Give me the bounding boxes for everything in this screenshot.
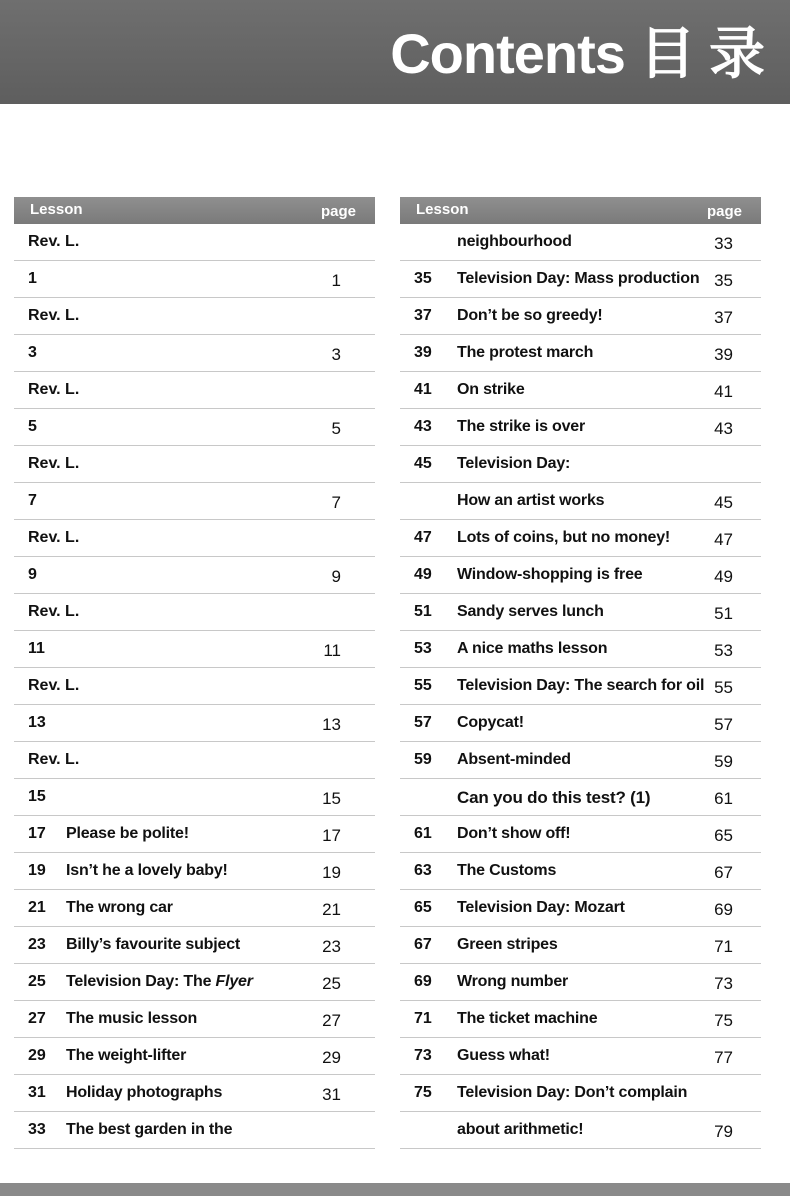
lesson-title-text: The strike is over [457, 418, 586, 435]
toc-row [400, 890, 761, 927]
lesson-number: Rev. L. [28, 307, 80, 324]
page-number: 29 [322, 1048, 341, 1067]
toc-row [14, 224, 375, 261]
lesson-number: 71 [414, 1010, 432, 1027]
lesson-title-text: Guess what! [457, 1047, 550, 1064]
lesson-title-text: Lots of coins, but no money! [457, 529, 671, 546]
lesson-title-text: Please be polite! [66, 825, 189, 842]
page-number: 65 [714, 826, 733, 845]
contents-column-left [14, 197, 375, 1149]
lesson-title-text: Television Day: Mozart [457, 899, 625, 916]
lesson-title-text: Don’t be so greedy! [457, 307, 603, 324]
lesson-title [457, 862, 556, 880]
lesson-number: 37 [414, 307, 432, 324]
toc-row [400, 631, 761, 668]
page-number: 39 [714, 345, 733, 364]
page-number: 13 [322, 715, 341, 734]
toc-row [14, 816, 375, 853]
page-number: 61 [714, 789, 733, 808]
lesson-title [66, 1047, 186, 1065]
toc-row [400, 927, 761, 964]
contents-column-right [400, 197, 761, 1149]
lesson-title-text: The ticket machine [457, 1010, 598, 1027]
toc-row [400, 298, 761, 335]
toc-row [400, 964, 761, 1001]
lesson-title-text: Holiday photographs [66, 1084, 223, 1101]
lesson-title [66, 1121, 232, 1139]
toc-row [400, 409, 761, 446]
page-number: 55 [714, 678, 733, 697]
lesson-number: 21 [28, 899, 46, 916]
page-number: 1 [331, 271, 341, 290]
lesson-title-text: The weight-lifter [66, 1047, 187, 1064]
page-number: 17 [322, 826, 341, 845]
column-header-page: page [320, 203, 356, 220]
lesson-title-text: Billy’s favourite subject [66, 936, 241, 953]
lesson-title-text: How an artist works [457, 492, 605, 509]
lesson-title [457, 899, 625, 917]
toc-row [14, 779, 375, 816]
lesson-title [66, 936, 240, 954]
page-number: 21 [322, 900, 341, 919]
lesson-title-text: Television Day: The [66, 973, 212, 990]
toc-row [14, 520, 375, 557]
lesson-number: 61 [414, 825, 432, 842]
lesson-number: 33 [28, 1121, 46, 1138]
lesson-title-text: Wrong number [457, 973, 569, 990]
toc-row [14, 409, 375, 446]
lesson-title [457, 566, 642, 584]
page-number: 31 [322, 1085, 341, 1104]
lesson-title [457, 825, 570, 843]
toc-row [14, 1001, 375, 1038]
lesson-title [66, 825, 189, 843]
toc-row [14, 1112, 375, 1149]
lesson-number: 23 [28, 936, 46, 953]
lesson-number: Rev. L. [28, 455, 80, 472]
lesson-number: 19 [28, 862, 46, 879]
toc-row [400, 372, 761, 409]
toc-row [14, 261, 375, 298]
toc-row [14, 964, 375, 1001]
lesson-title-text: On strike [457, 381, 525, 398]
page-number: 27 [322, 1011, 341, 1030]
lesson-title-text: Can you do this test? (1) [457, 788, 651, 807]
toc-row [14, 594, 375, 631]
page-number: 53 [714, 641, 733, 660]
page-number: 67 [714, 863, 733, 882]
lesson-title-text: neighbourhood [457, 233, 572, 250]
lesson-title [457, 307, 603, 325]
toc-row [400, 483, 761, 520]
lesson-number: 49 [414, 566, 432, 583]
page-number: 15 [322, 789, 341, 808]
page-number: 5 [331, 419, 341, 438]
lesson-number: 67 [414, 936, 432, 953]
lesson-title [457, 1010, 597, 1028]
lesson-number: 51 [414, 603, 432, 620]
page-number: 33 [714, 234, 733, 253]
toc-row [14, 631, 375, 668]
lesson-number: 45 [414, 455, 432, 472]
toc-row [400, 446, 761, 483]
lesson-number: Rev. L. [28, 381, 80, 398]
lesson-title-italic: Flyer [215, 973, 253, 990]
lesson-title [457, 233, 572, 251]
lesson-number: 15 [28, 788, 46, 805]
lesson-title [66, 1010, 197, 1028]
lesson-title [457, 973, 568, 991]
lesson-number: 47 [414, 529, 432, 546]
toc-row [400, 779, 761, 816]
lesson-number: 43 [414, 418, 432, 435]
page-number: 41 [714, 382, 733, 401]
lesson-number: Rev. L. [28, 233, 80, 250]
toc-row [400, 668, 761, 705]
toc-row [400, 1112, 761, 1149]
lesson-title [66, 973, 253, 991]
lesson-number: 3 [28, 344, 37, 361]
lesson-title [457, 1121, 583, 1139]
toc-row [14, 853, 375, 890]
lesson-title [457, 492, 604, 510]
lesson-number: 69 [414, 973, 432, 990]
toc-row [14, 372, 375, 409]
page-number: 77 [714, 1048, 733, 1067]
page-number: 79 [714, 1122, 733, 1141]
toc-row [400, 1038, 761, 1075]
toc-row [400, 742, 761, 779]
lesson-number: 75 [414, 1084, 432, 1101]
lesson-title-text: The wrong car [66, 899, 173, 916]
page-number: 11 [323, 641, 341, 660]
page-number: 73 [714, 974, 733, 993]
lesson-title-text: The Customs [457, 862, 557, 879]
column-header-lesson: Lesson [30, 201, 83, 218]
lesson-title-text: about arithmetic! [457, 1121, 584, 1138]
page-number: 3 [331, 345, 341, 364]
page-number: 19 [322, 863, 341, 882]
lesson-number: 9 [28, 566, 37, 583]
page-number: 7 [331, 493, 341, 512]
header-banner [0, 0, 790, 104]
lesson-title-text: Television Day: [457, 455, 571, 472]
toc-row [400, 594, 761, 631]
toc-row [400, 335, 761, 372]
page-number: 57 [714, 715, 733, 734]
lesson-title-text: Green stripes [457, 936, 558, 953]
lesson-title [457, 270, 699, 288]
toc-row [14, 1075, 375, 1112]
page-number: 59 [714, 752, 733, 771]
lesson-title [457, 418, 585, 436]
lesson-title [457, 603, 604, 621]
page-number: 71 [714, 937, 733, 956]
lesson-number: 7 [28, 492, 37, 509]
lesson-number: 31 [28, 1084, 46, 1101]
lesson-title-text: The music lesson [66, 1010, 198, 1027]
lesson-title-text: Copycat! [457, 714, 524, 731]
lesson-number: 17 [28, 825, 46, 842]
page-number: 69 [714, 900, 733, 919]
contents-list [14, 224, 375, 1149]
lesson-number: 13 [28, 714, 46, 731]
lesson-title-text: Window-shopping is free [457, 566, 643, 583]
lesson-title [457, 640, 607, 658]
lesson-number: 25 [28, 973, 46, 990]
lesson-title [66, 899, 173, 917]
column-header [400, 197, 761, 224]
lesson-title [457, 455, 570, 473]
lesson-number: Rev. L. [28, 677, 80, 694]
lesson-title-text: A nice maths lesson [457, 640, 608, 657]
lesson-title [457, 714, 524, 732]
lesson-title [457, 788, 650, 808]
lesson-title [66, 862, 228, 880]
lesson-title-text: The best garden in the [66, 1121, 233, 1138]
lesson-title-text: The protest march [457, 344, 594, 361]
lesson-title [457, 1084, 687, 1102]
page-number: 45 [714, 493, 733, 512]
toc-row [400, 816, 761, 853]
column-header [14, 197, 375, 224]
lesson-title [457, 1047, 550, 1065]
toc-row [14, 927, 375, 964]
contents-list [400, 224, 761, 1149]
page-number: 49 [714, 567, 733, 586]
page-number: 43 [714, 419, 733, 438]
toc-row [400, 853, 761, 890]
toc-row [14, 335, 375, 372]
lesson-number: 59 [414, 751, 432, 768]
lesson-title [457, 381, 525, 399]
lesson-number: 29 [28, 1047, 46, 1064]
page-number: 47 [714, 530, 733, 549]
toc-row [400, 224, 761, 261]
page-number: 75 [714, 1011, 733, 1030]
toc-row [14, 668, 375, 705]
lesson-number: 1 [28, 270, 37, 287]
toc-row [14, 742, 375, 779]
lesson-number: 65 [414, 899, 432, 916]
lesson-title-text: Absent-minded [457, 751, 571, 768]
lesson-title-text: Television Day: Don’t complain [457, 1084, 688, 1101]
page-title: Contents 目 录 [390, 22, 764, 85]
toc-row [400, 557, 761, 594]
lesson-title [457, 677, 704, 695]
lesson-number: Rev. L. [28, 603, 80, 620]
lesson-number: 27 [28, 1010, 46, 1027]
page-number: 9 [331, 567, 341, 586]
lesson-title [457, 529, 670, 547]
toc-row [14, 1038, 375, 1075]
lesson-number: 55 [414, 677, 432, 694]
lesson-number: 11 [28, 640, 45, 657]
toc-row [14, 483, 375, 520]
toc-row [14, 446, 375, 483]
toc-row [14, 557, 375, 594]
lesson-number: 53 [414, 640, 432, 657]
lesson-number: 35 [414, 270, 432, 287]
toc-row [400, 520, 761, 557]
lesson-title-text: Don’t show off! [457, 825, 571, 842]
lesson-number: 73 [414, 1047, 432, 1064]
lesson-title-text: Sandy serves lunch [457, 603, 604, 620]
toc-row [400, 1001, 761, 1038]
toc-row [400, 705, 761, 742]
lesson-title [457, 936, 558, 954]
lesson-number: 41 [414, 381, 432, 398]
column-header-lesson: Lesson [416, 201, 469, 218]
page-number: 51 [714, 604, 733, 623]
column-header-page: page [706, 203, 742, 220]
lesson-title [457, 751, 571, 769]
lesson-number: 39 [414, 344, 432, 361]
lesson-title [66, 1084, 222, 1102]
toc-row [14, 298, 375, 335]
lesson-title-text: Isn’t he a lovely baby! [66, 862, 228, 879]
lesson-number: 5 [28, 418, 37, 435]
lesson-number: 57 [414, 714, 432, 731]
page-number: 37 [714, 308, 733, 327]
lesson-number: Rev. L. [28, 751, 80, 768]
page-number: 35 [714, 271, 733, 290]
page-number: 23 [322, 937, 341, 956]
lesson-number: 63 [414, 862, 432, 879]
page-number: 25 [322, 974, 341, 993]
toc-row [400, 261, 761, 298]
toc-row [400, 1075, 761, 1112]
toc-row [14, 705, 375, 742]
lesson-title-text: Television Day: The search for oil [457, 677, 705, 694]
toc-row [14, 890, 375, 927]
lesson-number: Rev. L. [28, 529, 80, 546]
lesson-title-text: Television Day: Mass production [457, 270, 700, 287]
lesson-title [457, 344, 593, 362]
footer-bar [0, 1183, 790, 1196]
